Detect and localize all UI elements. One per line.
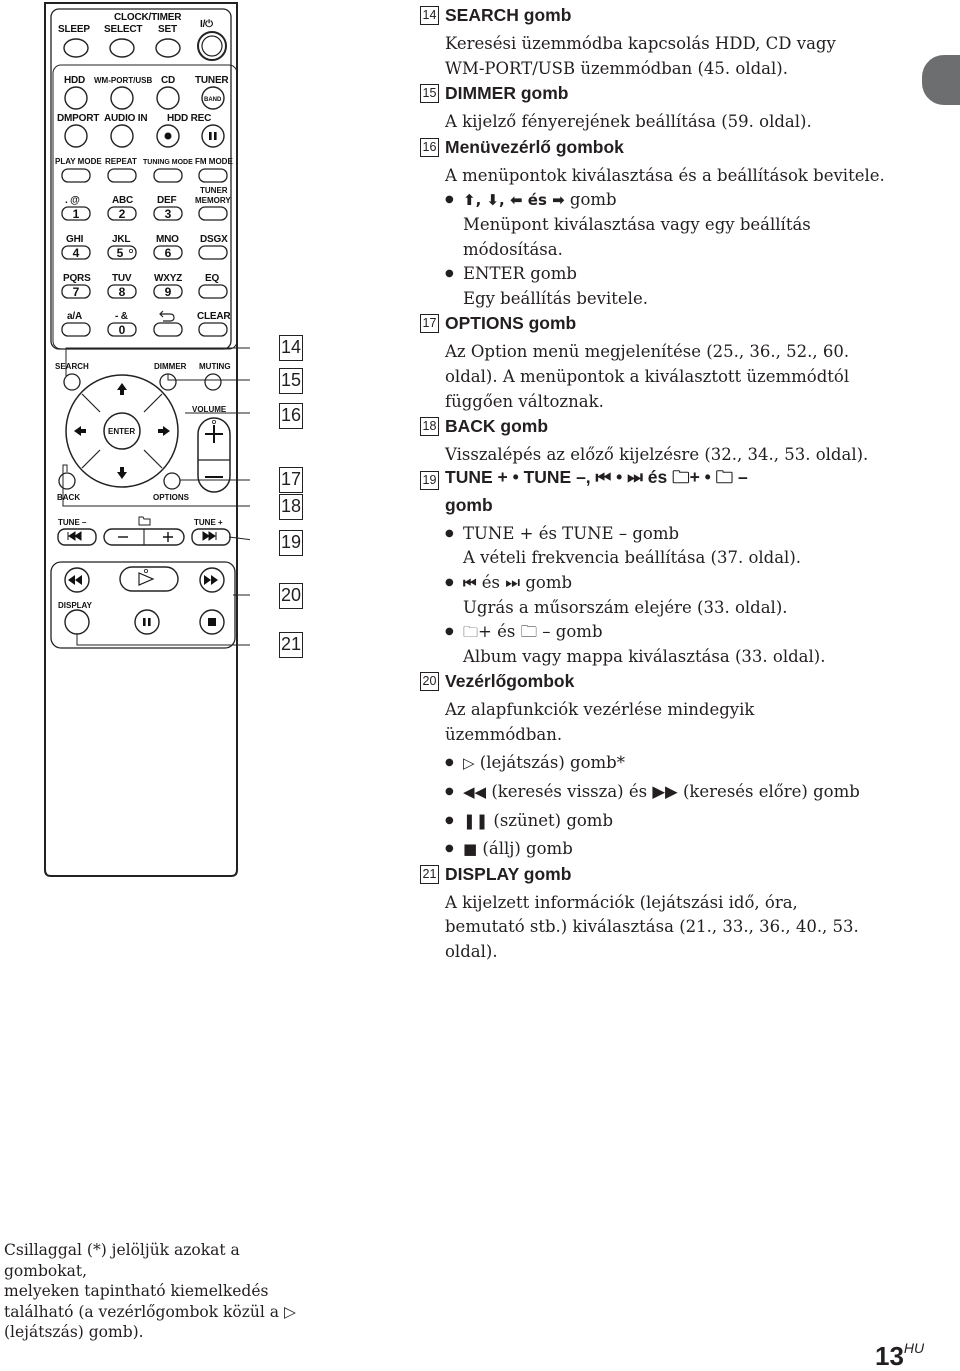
item-desc: Keresési üzemmódba kapcsolás HDD, CD vagy <box>445 34 836 53</box>
record-icon <box>165 133 172 140</box>
item-21 <box>420 862 890 965</box>
callout-16: 16 <box>279 403 303 429</box>
key6-letters: MNO <box>156 234 179 245</box>
back-label: BACK <box>57 493 81 502</box>
previous-track-icon: ⏮ <box>463 573 477 592</box>
bullet-lead: TUNE + és TUNE – gomb <box>463 523 680 543</box>
stop-icon <box>208 618 216 626</box>
key-4-num: 4 <box>72 246 80 260</box>
item-title-cont: gomb <box>445 494 493 515</box>
item-title: DIMMER gomb <box>445 83 569 104</box>
rewind-icon: ◀◀ <box>463 783 487 802</box>
item-title: Vezérlőgombok <box>445 671 575 692</box>
item-20 <box>420 669 890 862</box>
bullet-lead: és ⏭ gomb <box>476 572 573 592</box>
item-desc: A menüpontok kiválasztása és a beállítások bevitele. <box>445 165 885 185</box>
item-18 <box>420 414 890 468</box>
play-mode-label: PLAY MODE <box>55 157 102 166</box>
item-desc: A kijelző fényerejének beállítása (59. oldal). <box>445 112 812 132</box>
item-16 <box>420 135 890 312</box>
tuner-memory-label-1: TUNER <box>200 186 228 195</box>
callout-20: 20 <box>279 583 303 609</box>
item-desc: WM-PORT/USB üzemmódban (45. oldal). <box>445 58 788 78</box>
sleep-label: SLEEP <box>58 24 90 35</box>
item-desc: üzemmódban. <box>445 724 563 744</box>
key-5-num: 5 <box>116 246 124 260</box>
footnote-line: (lejátszás) gomb). <box>4 1323 144 1341</box>
item-number: 15 <box>420 84 439 103</box>
bullet-sub: Ugrás a műsorszám elejére (33. oldal). <box>463 597 788 617</box>
key-0-num: 0 <box>118 323 126 337</box>
item-number: 17 <box>420 314 439 333</box>
folder-icon: 🗀 <box>463 623 479 642</box>
bullet-sub: módosítása. <box>463 239 563 259</box>
item-number: 14 <box>420 6 439 25</box>
item-desc: Az Option menü megjelenítése (25., 36., 52., 60. <box>445 342 850 362</box>
bullet-sub: A vételi frekvencia beállítása (37. oldal). <box>463 548 802 568</box>
key1-letters: . @ <box>65 195 80 206</box>
bullet-sub: Album vagy mappa kiválasztása (33. oldal). <box>463 646 826 666</box>
remote-control-illustration <box>0 0 250 900</box>
item-title: DISPLAY gomb <box>445 863 572 884</box>
bullet-enter <box>445 262 890 311</box>
key-9-num: 9 <box>164 285 172 299</box>
callout-18: 18 <box>279 494 303 520</box>
footnote-line: Csillaggal (*) jelöljük azokat a gombokat, <box>4 1241 240 1280</box>
bullet-play <box>445 751 890 776</box>
eq-label: EQ <box>205 273 220 284</box>
item-desc: Az alapfunkciók vezérlése mindegyik <box>445 700 755 720</box>
clock-timer-label: CLOCK/TIMER <box>114 12 182 23</box>
dsgx-label: DSGX <box>200 234 228 245</box>
key9-letters: WXYZ <box>154 273 183 284</box>
key8-letters: TUV <box>112 273 132 284</box>
bullet-stop <box>445 837 890 862</box>
page-language-code: HU <box>903 1340 925 1356</box>
item-desc: A kijelzett információk (lejátszási idő, óra, <box>445 892 798 912</box>
band-label: BAND <box>204 97 222 103</box>
item-17 <box>420 311 890 414</box>
hdd-label: HDD <box>64 75 86 86</box>
item-title: OPTIONS gomb <box>445 313 577 334</box>
bullet-lead: (keresés vissza) és ▶▶ (keresés előre) gomb <box>486 782 860 802</box>
item-title: SEARCH gomb <box>445 5 572 25</box>
item-title: TUNE + • TUNE –, ⏮ • ⏭ és 🗀+ • 🗀 – <box>445 467 748 488</box>
description-column <box>420 3 890 965</box>
item-14 <box>420 3 890 81</box>
item-title: Menüvezérlő gombok <box>445 136 624 157</box>
arrow-keys-icon: ⬆, ⬇, ⬅ és ➡ <box>463 191 565 210</box>
key-3-num: 3 <box>164 207 172 221</box>
pause-icon: ❚❚ <box>463 811 489 830</box>
bullet-sub: Menüpont kiválasztása vagy egy beállítás <box>463 214 811 234</box>
tuner-memory-label-2: MEMORY <box>195 196 231 205</box>
display-label: DISPLAY <box>58 601 92 610</box>
bullet-skip <box>445 571 890 620</box>
case-label: a/A <box>67 311 82 322</box>
callout-15: 15 <box>279 368 303 394</box>
muting-label: MUTING <box>199 362 231 371</box>
item-desc: oldal). A menüpontok a kiválasztott üzemmódtól <box>445 366 850 386</box>
item-desc: függően változnak. <box>445 391 604 411</box>
item-title: BACK gomb <box>445 416 549 437</box>
fm-mode-label: FM MODE <box>195 157 233 166</box>
cd-label: CD <box>161 75 176 86</box>
key4-letters: GHI <box>66 234 84 245</box>
tuning-mode-label: TUNING MODE <box>143 159 193 166</box>
item-number: 16 <box>420 138 439 157</box>
pause-symbol-icon <box>143 618 146 626</box>
bullet-lead: gomb <box>564 190 617 210</box>
bullet-lead: + és 🗀 – gomb <box>478 622 603 642</box>
play-icon: ▷ <box>463 754 475 773</box>
hdd-rec-label: HDD REC <box>167 113 212 124</box>
select-label: SELECT <box>104 24 143 35</box>
bullet-folder <box>445 620 890 669</box>
footnote <box>4 1240 304 1343</box>
dash-amp-label: - & <box>115 311 128 322</box>
set-label: SET <box>158 24 177 35</box>
audio-in-label: AUDIO IN <box>104 113 148 124</box>
page-number-value: 13 <box>875 1341 904 1371</box>
repeat-label: REPEAT <box>105 157 137 166</box>
bullet-search <box>445 780 890 805</box>
key-8-num: 8 <box>118 285 126 299</box>
tuner-label: TUNER <box>195 75 229 86</box>
bullet-pause <box>445 809 890 834</box>
tune-plus-label: TUNE + <box>194 518 223 527</box>
dimmer-label: DIMMER <box>154 362 187 371</box>
key-1-num: 1 <box>72 207 80 221</box>
key3-letters: DEF <box>157 195 177 206</box>
bullet-arrows <box>445 188 890 262</box>
bullet-lead: (szünet) gomb <box>488 810 614 830</box>
pause-icon <box>209 132 212 140</box>
key-2-num: 2 <box>118 207 126 221</box>
tune-minus-label: TUNE – <box>58 518 87 527</box>
enter-label: ENTER <box>108 427 136 436</box>
volume-label: VOLUME <box>192 405 227 414</box>
footnote-line: melyeken tapintható kiemelkedés <box>4 1282 269 1300</box>
callout-17: 17 <box>279 467 303 493</box>
item-number: 19 <box>420 471 439 490</box>
callout-19: 19 <box>279 530 303 556</box>
stop-icon: ■ <box>463 840 478 859</box>
key2-letters: ABC <box>112 195 134 206</box>
clear-label: CLEAR <box>197 311 231 322</box>
power-label: I/⏻ <box>200 19 213 30</box>
options-label: OPTIONS <box>153 493 190 502</box>
bullet-lead: ENTER gomb <box>463 264 577 284</box>
item-number: 21 <box>420 865 439 884</box>
section-tab <box>922 55 960 105</box>
key5-letters: JKL <box>112 234 131 245</box>
item-15 <box>420 81 890 135</box>
callout-14: 14 <box>279 335 303 361</box>
item-desc: oldal). <box>445 942 498 962</box>
item-desc: bemutató stb.) kiválasztása (21., 33., 36., 40., 53. <box>445 917 859 937</box>
item-number: 20 <box>420 672 439 691</box>
search-label: SEARCH <box>55 362 89 371</box>
callout-21: 21 <box>279 632 303 658</box>
dmport-label: DMPORT <box>57 113 100 124</box>
item-number: 18 <box>420 417 439 436</box>
key-7-num: 7 <box>72 285 80 299</box>
footnote-line: található (a vezérlőgombok közül a ▷ <box>4 1302 296 1321</box>
item-19 <box>420 468 890 670</box>
bullet-sub: Egy beállítás bevitele. <box>463 288 648 308</box>
item-desc: Visszalépés az előző kijelzésre (32., 34., 53. oldal). <box>445 445 869 465</box>
bullet-tune <box>445 522 890 571</box>
key7-letters: PQRS <box>63 273 91 284</box>
bullet-lead: (állj) gomb <box>477 839 573 859</box>
wmport-label: WM-PORT/USB <box>94 76 153 85</box>
bullet-lead: (lejátszás) gomb* <box>474 753 625 773</box>
page-number <box>875 1340 924 1371</box>
key-6-num: 6 <box>164 246 172 260</box>
